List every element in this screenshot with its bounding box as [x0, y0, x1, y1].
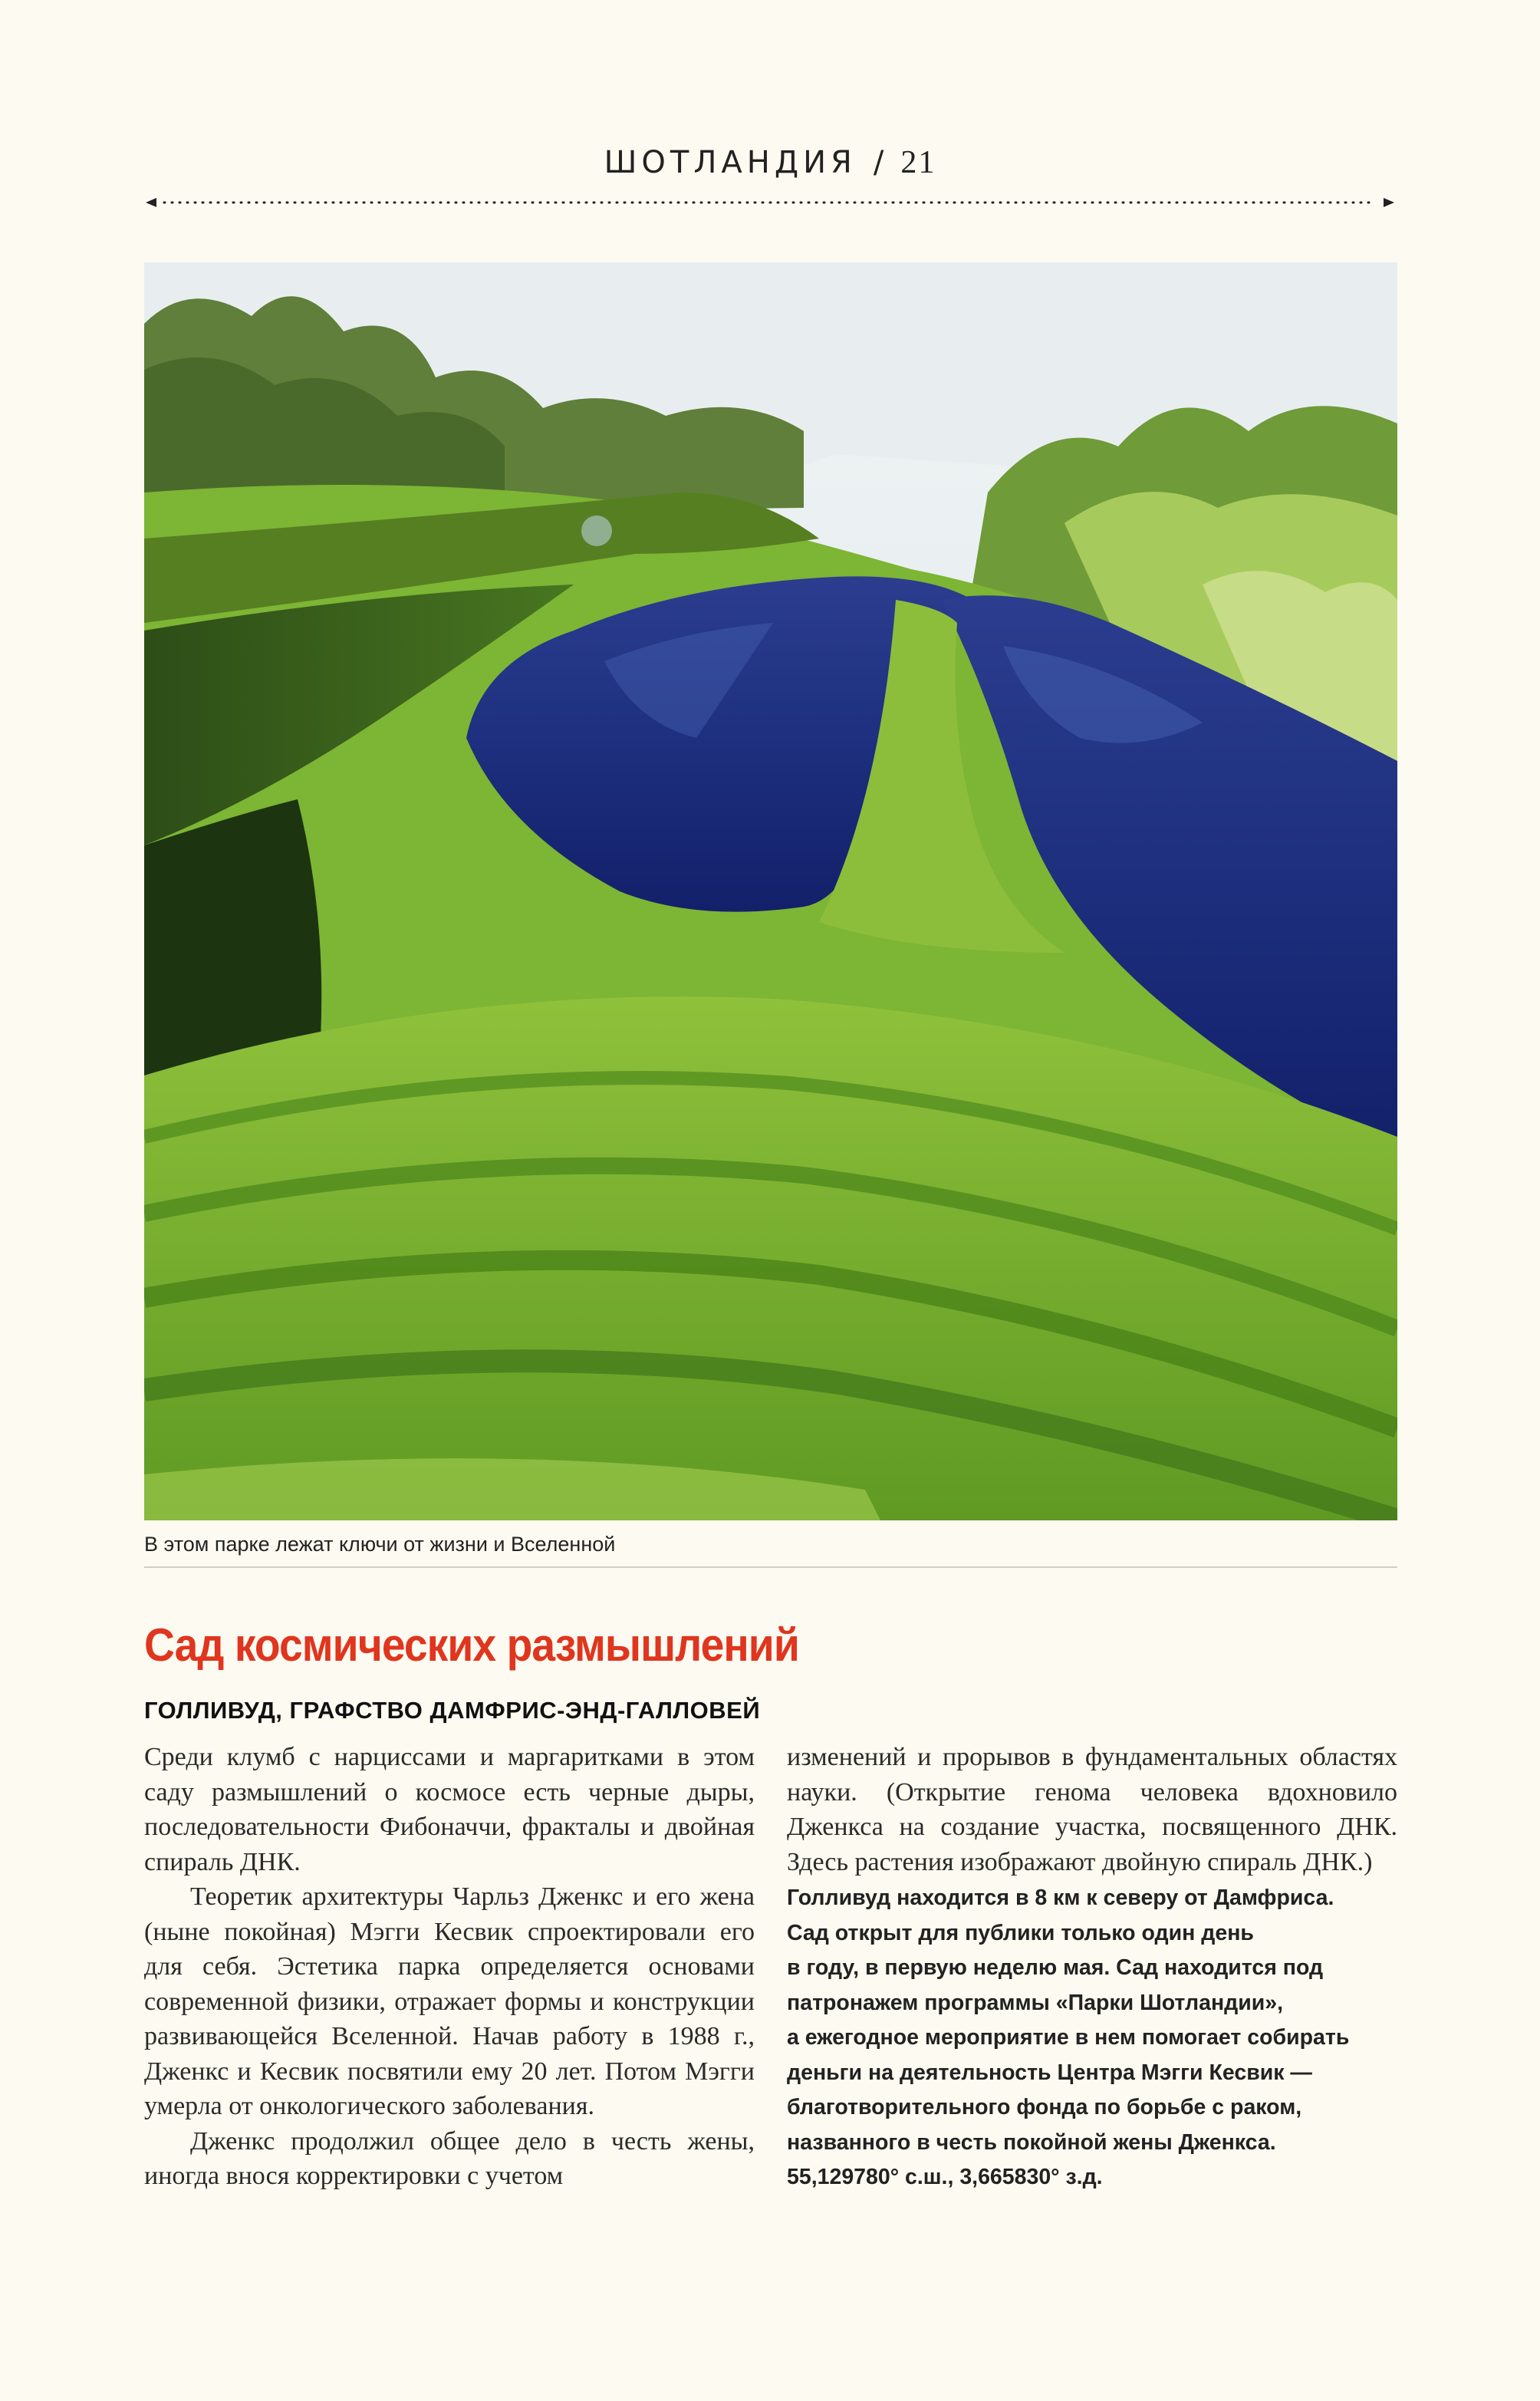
- info-line: благотворительного фонда по борьбе с раком,: [787, 2095, 1302, 2119]
- paragraph: Дженкс продолжил общее дело в честь жены, иногда внося корректировки с учетом: [144, 2126, 755, 2190]
- garden-photo: [144, 262, 1397, 1520]
- article-title: Сад космических размышлений: [144, 1619, 799, 1671]
- paragraph: Теоретик архитектуры Чарльз Дженкс и его жена (ныне покойная) Мэгги Кесвик спроектировали его для себя. Эстетика парка определяется основами современной физики, отражает формы и конструкции развивающейся Вселенной. Начав работу в 1988 г., Дженкс и Кесвик посвятили ему 20 лет. Потом Мэгги умерла от онкологического заболевания.: [144, 1882, 755, 2120]
- article-subtitle: ГОЛЛИВУД, ГРАФСТВО ДАМФРИС-ЭНД-ГАЛЛОВЕЙ: [144, 1697, 761, 1724]
- info-line: а ежегодное мероприятие в нем помогает собирать: [787, 2025, 1350, 2050]
- text-column-right: [787, 1740, 1397, 2195]
- dotted-rule: [146, 198, 1394, 207]
- info-line: в году, в первую неделю мая. Сад находится под: [787, 1955, 1324, 1980]
- running-head: [0, 144, 1540, 181]
- info-line: патронажем программы «Парки Шотландии»,: [787, 1990, 1284, 2015]
- section-title: ШОТЛАНДИЯ: [604, 145, 857, 180]
- paragraph: изменений и прорывов в фундаментальных областях науки. (Открытие генома человека вдохновило Дженкса на создание участка, посвященного ДНК. Здесь растения изображают двойную спираль ДНК.): [787, 1743, 1397, 1876]
- info-line: деньги на деятельность Центра Мэгги Кесвик —: [787, 2060, 1312, 2085]
- info-line: Голливуд находится в 8 км к северу от Дамфриса.: [787, 1886, 1334, 1910]
- page-number: 21: [900, 145, 936, 180]
- coordinates: 55,129780° с.ш., 3,665830° з.д.: [787, 2165, 1103, 2189]
- caption-divider: [144, 1566, 1397, 1568]
- info-line: Сад открыт для публики только один день: [787, 1920, 1254, 1945]
- header-separator: /: [873, 145, 884, 180]
- photo-caption: В этом парке лежат ключи от жизни и Вселенной: [144, 1533, 616, 1556]
- visitor-info: [787, 1881, 1397, 2195]
- text-column-left: [144, 1740, 755, 2194]
- info-line: названного в честь покойной жены Дженкса.: [787, 2129, 1276, 2155]
- paragraph: Среди клумб с нарциссами и маргаритками в этом саду размышлений о космосе есть черные дыры, последовательности Фибоначчи, фракталы и двойная спираль ДНК.: [144, 1743, 755, 1876]
